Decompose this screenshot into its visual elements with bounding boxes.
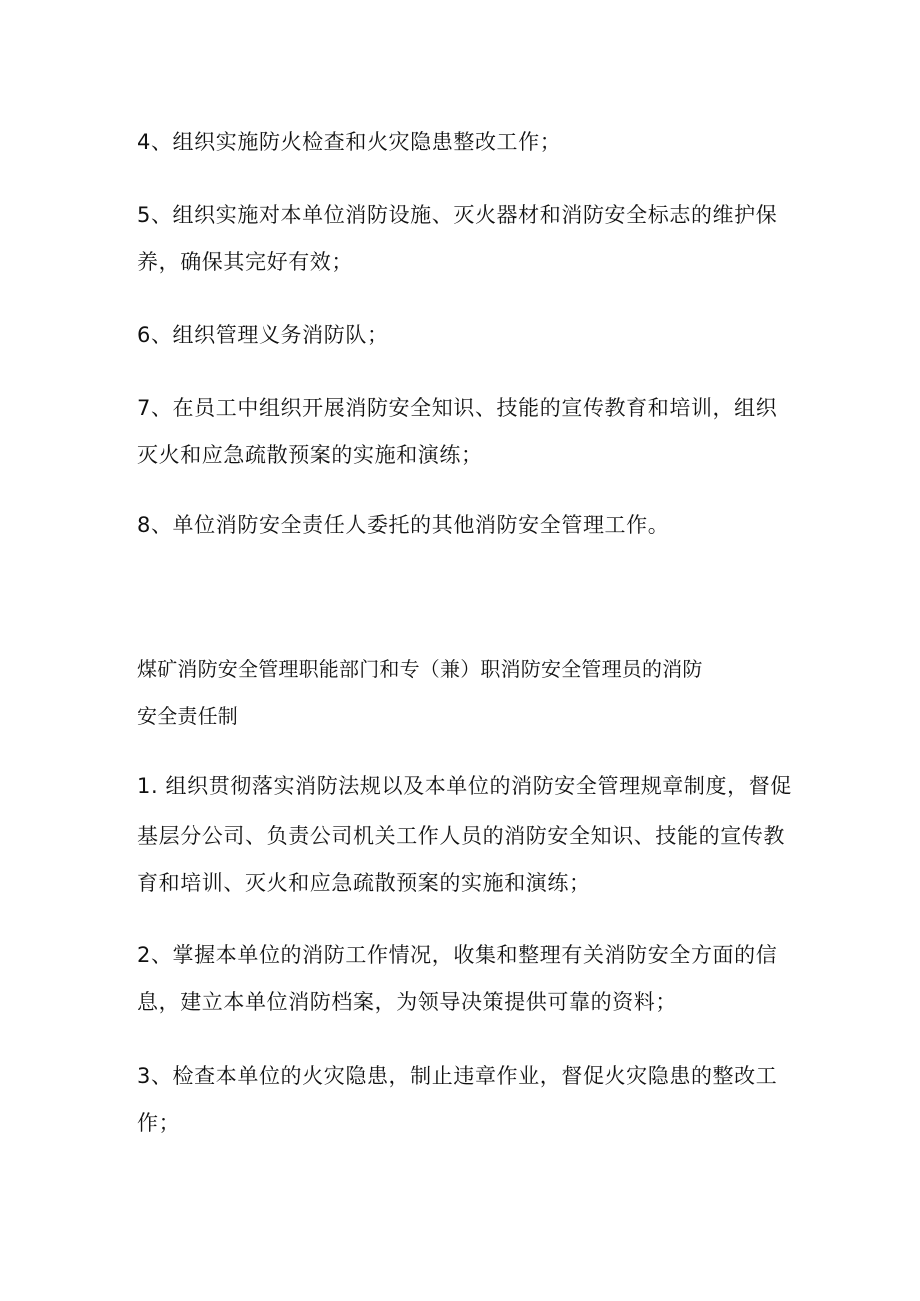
list-item-1-continuation: 育和培训、灭火和应急疏散预案的实施和演练； (137, 871, 591, 895)
list-item-3: 3、检查本单位的火灾隐患，制止违章作业，督促火灾隐患的整改工 (137, 1064, 778, 1088)
list-item-7: 7、在员工中组织开展消防安全知识、技能的宣传教育和培训，组织 (137, 396, 778, 420)
list-item-7-continuation: 灭火和应急疏散预案的实施和演练； (137, 443, 483, 467)
section-heading-line-1: 煤矿消防安全管理职能部门和专（兼）职消防安全管理员的消防 (137, 657, 703, 681)
list-item-2: 2、掌握本单位的消防工作情况，收集和整理有关消防安全方面的信 (137, 943, 778, 967)
list-item-6: 6、组织管理义务消防队； (137, 323, 389, 347)
list-item-5: 5、组织实施对本单位消防设施、灭火器材和消防安全标志的维护保 (137, 203, 778, 227)
list-item-3-continuation: 作； (137, 1111, 181, 1135)
list-item-5-continuation: 养，确保其完好有效； (137, 250, 353, 274)
list-item-2-continuation: 息，建立本单位消防档案，为领导决策提供可靠的资料； (137, 990, 677, 1014)
section-heading-line-2: 安全责任制 (137, 704, 238, 728)
list-item-1: 1. 组织贯彻落实消防法规以及本单位的消防安全管理规章制度，督促 (137, 774, 792, 798)
list-item-1-continuation: 基层分公司、负责公司机关工作人员的消防安全知识、技能的宣传教 (137, 824, 785, 848)
list-item-4: 4、组织实施防火检查和火灾隐患整改工作； (137, 130, 562, 154)
list-item-8: 8、单位消防安全责任人委托的其他消防安全管理工作。 (137, 513, 670, 537)
